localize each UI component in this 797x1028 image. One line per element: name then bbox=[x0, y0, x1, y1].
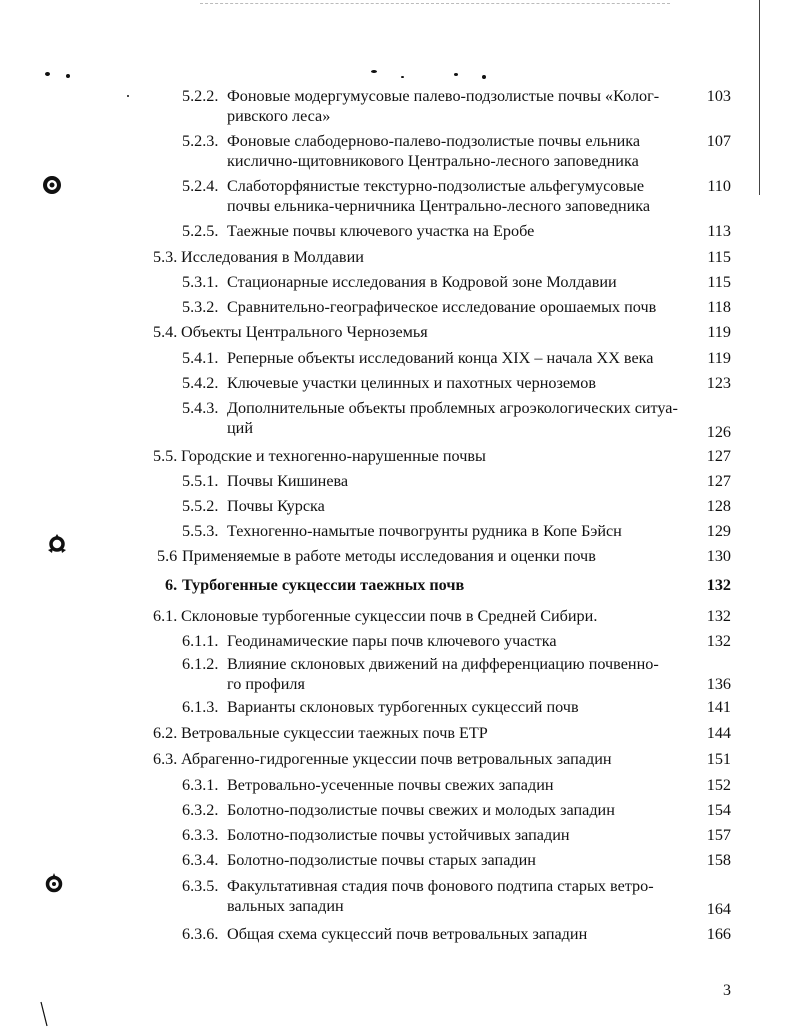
toc-entry-number: 6.2. bbox=[153, 724, 178, 742]
toc-entry-title: Таежные почвы ключевого участка на Еробе bbox=[227, 222, 535, 240]
toc-entry-number: 5.5. bbox=[153, 447, 178, 465]
toc-page-number: 127 bbox=[706, 447, 731, 465]
toc-page-number: 126 bbox=[706, 423, 731, 441]
toc-entry-title-cont: го профиля bbox=[227, 675, 305, 693]
toc-page-number: 119 bbox=[707, 349, 731, 367]
toc-page-number: 164 bbox=[706, 900, 731, 918]
toc-entry-number: 6.3.1. bbox=[182, 776, 219, 794]
toc-entry-number: 6.3.6. bbox=[182, 925, 219, 943]
toc-page-number: 130 bbox=[706, 547, 731, 565]
toc-page-number: 158 bbox=[706, 851, 731, 869]
toc-entry-title: Реперные объекты исследований конца XIX – начала XX века bbox=[227, 349, 654, 367]
toc-entry-number: 5.3.1. bbox=[182, 273, 219, 291]
toc-entry-title: Сравнительно-географическое исследование орошаемых почв bbox=[227, 298, 657, 316]
toc-entry-number: 6.1. bbox=[153, 607, 178, 625]
toc-entry-title: Склоновые турбогенные сукцессии почв в Средней Сибири. bbox=[181, 607, 598, 625]
toc-entry-number: 6. bbox=[165, 576, 178, 594]
toc-page-number: 113 bbox=[707, 222, 731, 240]
toc-page-number: 132 bbox=[706, 632, 731, 650]
toc-entry-number: 5.4.1. bbox=[182, 349, 219, 367]
toc-entry-number: 6.1.1. bbox=[182, 632, 219, 650]
toc-entry-title: Геодинамические пары почв ключевого участка bbox=[227, 632, 557, 650]
toc-entry-number: 5.4. bbox=[153, 323, 178, 341]
toc-entry-title: Турбогенные сукцессии таежных почв bbox=[182, 576, 465, 594]
toc-entry-number: 5.3.2. bbox=[182, 298, 219, 316]
toc-page-number: 107 bbox=[706, 132, 731, 150]
toc-page-number: 128 bbox=[706, 497, 731, 515]
toc-entry-number: 6.3.4. bbox=[182, 851, 219, 869]
toc-page-number: 129 bbox=[706, 522, 731, 540]
toc-entry-number: 5.6 bbox=[157, 547, 178, 565]
toc-page-number: 123 bbox=[706, 374, 731, 392]
toc-entry-title: Дополнительные объекты проблемных агроэкологических ситуа- bbox=[227, 399, 678, 417]
toc-entry-title: Исследования в Молдавии bbox=[181, 248, 364, 266]
toc-entry-title: Болотно-подзолистые почвы старых западин bbox=[227, 851, 536, 869]
toc-entry-number: 6.1.2. bbox=[182, 655, 219, 673]
toc-entry-title: Почвы Кишинева bbox=[227, 472, 349, 490]
toc-entry-title: Ключевые участки целинных и пахотных черноземов bbox=[227, 374, 597, 392]
toc-entry-number: 5.5.3. bbox=[182, 522, 219, 540]
toc-page-number: 132 bbox=[706, 576, 731, 594]
toc-entry-number: 6.1.3. bbox=[182, 698, 219, 716]
toc-entry-title-cont: ривского леса» bbox=[227, 107, 331, 125]
toc-entry-title: Абрагенно-гидрогенные укцессии почв ветровальных западин bbox=[181, 750, 612, 768]
toc-entry-title: Стационарные исследования в Кодровой зоне Молдавии bbox=[227, 273, 617, 291]
toc-entry-number: 5.2.2. bbox=[182, 87, 219, 105]
toc-page-number: 157 bbox=[706, 826, 731, 844]
toc-entry-title-cont: вальных западин bbox=[227, 897, 344, 915]
toc-entry-title-cont: ций bbox=[227, 419, 253, 437]
toc-entry-title: Общая схема сукцессий почв ветровальных западин bbox=[227, 925, 588, 943]
toc-page-number: 118 bbox=[707, 298, 731, 316]
toc-entry-title: Ветровальные сукцессии таежных почв ЕТР bbox=[181, 724, 488, 742]
toc-page-number: 166 bbox=[706, 925, 731, 943]
toc-page-number: 103 bbox=[706, 87, 731, 105]
toc-entry-number: 5.5.1. bbox=[182, 472, 219, 490]
toc-page-number: 152 bbox=[706, 776, 731, 794]
toc-entry-title: Факультативная стадия почв фонового подтипа старых ветро- bbox=[227, 877, 654, 895]
toc-entry-title: Болотно-подзолистые почвы устойчивых западин bbox=[227, 826, 570, 844]
toc-entry-title-cont: кислично-щитовникового Центрально-лесного заповедника bbox=[227, 152, 639, 170]
toc-page-number: 110 bbox=[707, 177, 731, 195]
toc-page-number: 136 bbox=[706, 675, 731, 693]
toc-page-number: 127 bbox=[706, 472, 731, 490]
toc-entry-title: Техногенно-намытые почвогрунты рудника в Копе Бэйсн bbox=[227, 522, 622, 540]
toc-entry-number: 5.2.5. bbox=[182, 222, 219, 240]
toc-entry-number: 6.3.3. bbox=[182, 826, 219, 844]
toc-entry-number: 5.5.2. bbox=[182, 497, 219, 515]
toc-entry-title: Варианты склоновых турбогенных сукцессий почв bbox=[227, 698, 579, 716]
toc-entry-title: Почвы Курска bbox=[227, 497, 325, 515]
toc-page-number: 154 bbox=[706, 801, 731, 819]
toc-entry-title-cont: почвы ельника-черничника Центрально-лесного заповедника bbox=[227, 197, 651, 215]
toc-entry-title: Влияние склоновых движений на дифференциацию почвенно- bbox=[227, 655, 659, 673]
toc-entry-title: Применяемые в работе методы исследования и оценки почв bbox=[182, 547, 596, 565]
toc-entry-title: Городские и техногенно-нарушенные почвы bbox=[181, 447, 486, 465]
toc-page-number: 151 bbox=[706, 750, 731, 768]
toc-page-number: 115 bbox=[707, 273, 731, 291]
toc-entry-number: 6.3. bbox=[153, 750, 178, 768]
toc-page-number: 144 bbox=[706, 724, 731, 742]
toc-entry-number: 5.2.4. bbox=[182, 177, 219, 195]
toc-entry-title: Ветровально-усеченные почвы свежих западин bbox=[227, 776, 554, 794]
toc-entry-title: Фоновые слабодерново-палево-подзолистые почвы ельника bbox=[227, 132, 641, 150]
toc-page-number: 119 bbox=[707, 323, 731, 341]
toc-entry-title: Объекты Центрального Черноземья bbox=[181, 323, 428, 341]
page-number: 3 bbox=[723, 982, 731, 999]
toc-entry-title: Слаботорфянистые текстурно-подзолистые альфегумусовые bbox=[227, 177, 645, 195]
toc-entry-title: Фоновые модергумусовые палево-подзолистые почвы «Колог- bbox=[227, 87, 660, 105]
toc-entry-number: 6.3.2. bbox=[182, 801, 219, 819]
toc-page-number: 132 bbox=[706, 607, 731, 625]
toc-entry-title: Болотно-подзолистые почвы свежих и молодых западин bbox=[227, 801, 615, 819]
toc-page-number: 115 bbox=[707, 248, 731, 266]
toc-entry-number: 5.4.2. bbox=[182, 374, 219, 392]
toc-entry-number: 5.2.3. bbox=[182, 132, 219, 150]
toc-entry-number: 5.3. bbox=[153, 248, 178, 266]
toc-entry-number: 5.4.3. bbox=[182, 399, 219, 417]
toc-entry-number: 6.3.5. bbox=[182, 877, 219, 895]
toc-page-number: 141 bbox=[706, 698, 731, 716]
